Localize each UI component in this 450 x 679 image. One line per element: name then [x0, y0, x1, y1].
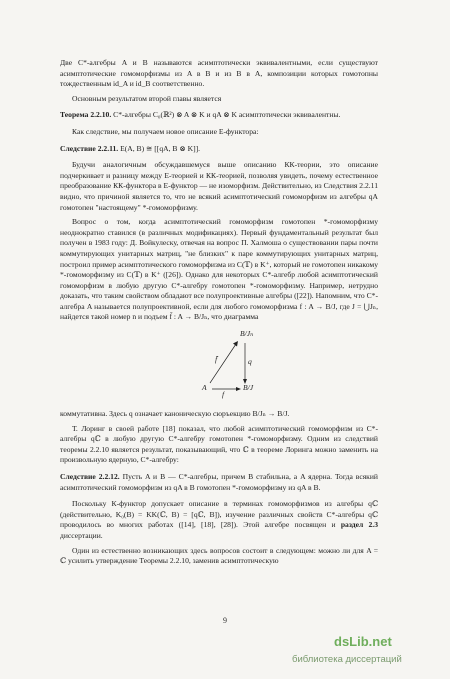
paragraph-definition: Две C*-алгебры A и B называются асимптотически эквивалентными, если существуют асимптотические гомоморфизмы из A в B и из B в A, композиции которых гомотопны тождественным id_A и id_B соответственно. [60, 58, 378, 89]
corollary-text: Пусть A и B — C*-алгебры, причем B стабильна, а A ядерна. Тогда всякий асимптотический гомоморфизм из qA в B гомотопен *-гомоморфизму из qA в B. [60, 472, 378, 492]
corollary-text: E(A, B) ≅ [[qA, B ⊗ K]]. [120, 143, 201, 153]
paragraph-question: Один из естественно возникающих здесь вопросов состоит в следующем: можно ли для A = ℂ усилить утверждение Теоремы 2.2.10, заменив асимптотическую [60, 545, 378, 566]
watermark-text: библиотека диссертаций [292, 654, 402, 665]
theorem-2-2-10 [60, 110, 378, 121]
diagram-label-lift: f̄ [215, 355, 218, 365]
paragraph-loring: Т. Лоринг в своей работе [18] показал, что любой асимптотический гомоморфизм из C*-алгебры qℂ в любую другую C*-алгебру гомотопен *-гомоморфизму. Одним из следствий теоремы 2.2.10 является результат, показывающий, что ℂ в теореме Лоринга можно заменить на произвольную ядерную, C*-алгебру: [60, 423, 378, 465]
page-body [60, 58, 378, 571]
commutative-diagram [60, 327, 378, 405]
paragraph-k-functor [60, 499, 378, 541]
page-number: 9 [223, 616, 227, 625]
diagram-node-top: B/Jₙ [240, 329, 254, 339]
arrow-lift [210, 344, 236, 383]
corollary-2-2-12 [60, 472, 378, 493]
arrow-f-head [236, 387, 241, 391]
diagram-label-q: q [248, 357, 252, 367]
diagram-arrows [60, 327, 378, 405]
paragraph-main-result: Основным результатом второй главы является [72, 93, 222, 103]
corollary-label: Следствие 2.2.11. [60, 143, 119, 153]
corollary-label: Следствие 2.2.12. [60, 472, 120, 482]
theorem-label: Теорема 2.2.10. [60, 110, 112, 120]
theorem-text: C*-алгебры C₀(ℝ²) ⊗ A ⊗ K и qA ⊗ K асимптотически эквивалентны. [113, 110, 341, 120]
paragraph-consequence: Как следствие, мы получаем новое описание E-функтора: [72, 126, 259, 136]
corollary-2-2-11 [60, 144, 378, 155]
paragraph-semiprojective: Вопрос о том, когда асимптотический гомоморфизм гомотопен *-гомоморфизму неоднократно ставился (в различных модификациях). Первый фундаментальный результат был получен в 1983 году: Д. Войкулеску, отвечая на вопрос П. Халмоша о существовании пары почти коммутирующих унитарных матриц, "не близких" к паре коммутирующих унитарных матриц, построил пример асимптотического гомоморфизма из C(𝕋) в K⁺, который не гомотопен никакому *-гомоморфизму из C(𝕋) в K⁺ ([26]). Однако для некоторых C*-алгебр любой асимптотический гомоморфизм в любую другую C*-алгебру гомотопен *-гомоморфизму. Например, нетрудно доказать, что таким свойством обладают все полупроективные алгебры ([22]). Напомним, что C*-алгебра A называется полупроективной, если для любого гомоморфизма f : A → B/J, где J = ⋃Jₙ, найдется такой номер n и подъем f̄ : A → B/Jₙ, что диаграмма [60, 217, 378, 322]
paragraph-k-functor-tail: диссертации. [60, 531, 103, 540]
section-reference: раздел 2.3 [340, 520, 378, 530]
diagram-label-f: f [222, 390, 225, 400]
paragraph-commutative: коммутативна. Здесь q означает каноническую сюръекцию B/Jₙ → B/J. [60, 409, 290, 419]
diagram-node-left: A [202, 383, 207, 393]
diagram-node-right: B/J [243, 383, 254, 393]
paragraph-k-functor-text: Поскольку К-функтор допускает описание в терминах гомоморфизмов из алгебры qℂ (действительно, K₀(B) = KK(ℂ, B) = [qℂ, B]), изучение различных свойств C*-алгебры qℂ проводилось во многих работах ([14], [18], [28]). Этой алгебре посвящен и [60, 499, 378, 530]
paragraph-kk-theory: Будучи аналогичным обсуждавшемуся выше описанию КК-теории, это описание подчеркивает и разницу между E-теорией и КК-теорией, позволяя увидеть, почему естественное преобразование КК-функтора в E-функтор — не изоморфизм. Действительно, из Следствия 2.2.11 видно, что причиной является то, что не всякий асимптотический гомоморфизм из алгебры qA гомотопен "настоящему" *-гомоморфизму. [60, 160, 378, 212]
watermark-logo: dsLib.net [334, 634, 392, 649]
arrow-lift-head [233, 341, 238, 347]
